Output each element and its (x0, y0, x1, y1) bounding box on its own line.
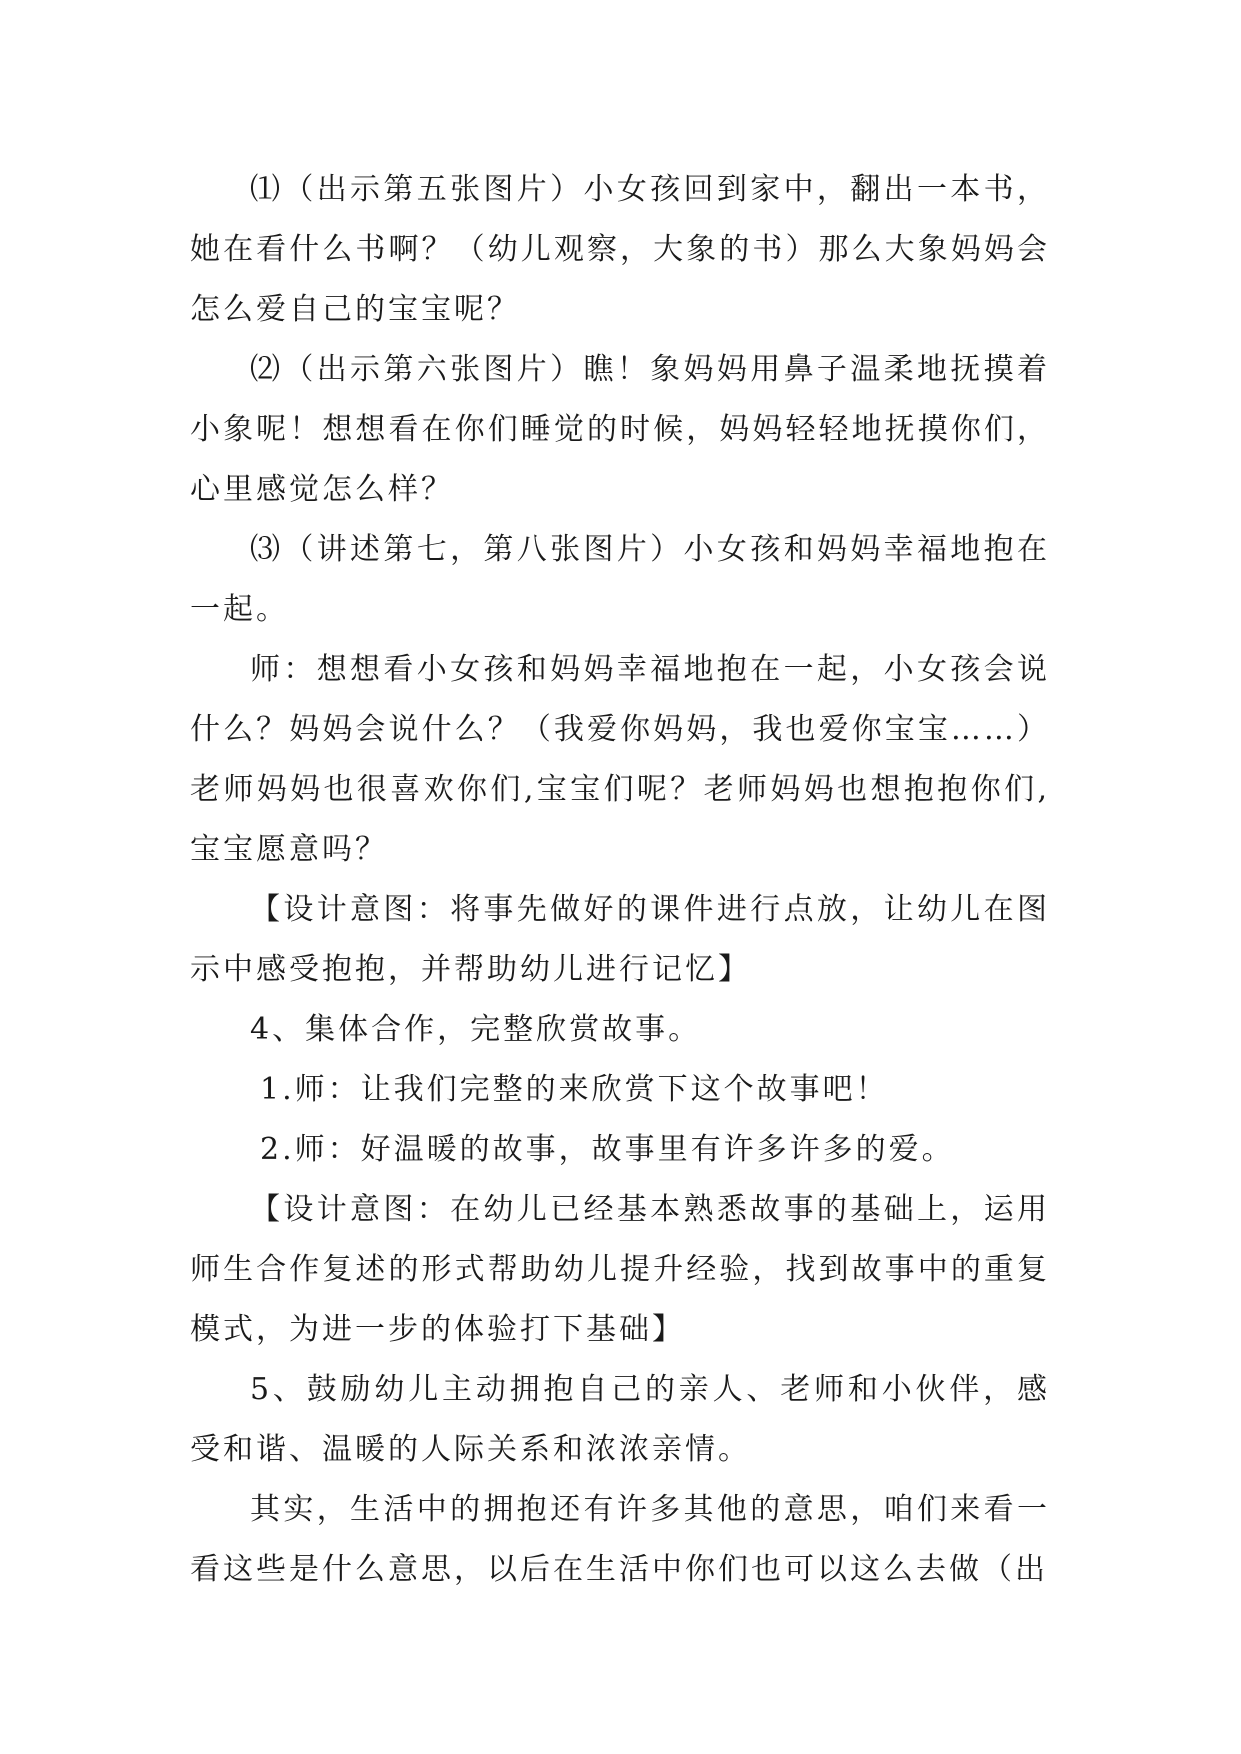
paragraph-closing: 其实，生活中的拥抱还有许多其他的意思，咱们来看一看这些是什么意思，以后在生活中你们也可以这么去做（出 (190, 1492, 1050, 1587)
paragraph-section-4: 4、集体合作，完整欣赏故事。 (250, 1012, 702, 1047)
paragraph-section-5: 5、鼓励幼儿主动拥抱自己的亲人、老师和小伙伴，感受和谐、温暖的人际关系和浓浓亲情。 (190, 1372, 1050, 1467)
paragraph-item-2: 2.师：好温暖的故事，故事里有许多许多的爱。 (260, 1132, 955, 1167)
paragraph-design-intent-1: 【设计意图：将事先做好的课件进行点放，让幼儿在图示中感受抱抱，并帮助幼儿进行记忆】 (190, 892, 1050, 987)
paragraph-item-1: 1.师：让我们完整的来欣赏下这个故事吧！ (260, 1072, 889, 1107)
paragraph-step-3: ⑶（讲述第七，第八张图片）小女孩和妈妈幸福地抱在一起。 (190, 532, 1050, 627)
document-body (190, 160, 1050, 1600)
paragraph-step-1: ⑴（出示第五张图片）小女孩回到家中，翻出一本书，她在看什么书啊？（幼儿观察，大象的书）那么大象妈妈会怎么爱自己的宝宝呢？ (190, 172, 1050, 327)
paragraph-teacher-dialogue: 师：想想看小女孩和妈妈幸福地抱在一起，小女孩会说什么？妈妈会说什么？（我爱你妈妈，我也爱你宝宝……）老师妈妈也很喜欢你们,宝宝们呢？老师妈妈也想抱抱你们,宝宝愿意吗？ (190, 652, 1050, 867)
paragraph-step-2: ⑵（出示第六张图片）瞧！象妈妈用鼻子温柔地抚摸着小象呢！想想看在你们睡觉的时候，妈妈轻轻地抚摸你们，心里感觉怎么样？ (190, 352, 1050, 507)
paragraph-design-intent-2: 【设计意图：在幼儿已经基本熟悉故事的基础上，运用师生合作复述的形式帮助幼儿提升经验，找到故事中的重复模式，为进一步的体验打下基础】 (190, 1192, 1050, 1347)
